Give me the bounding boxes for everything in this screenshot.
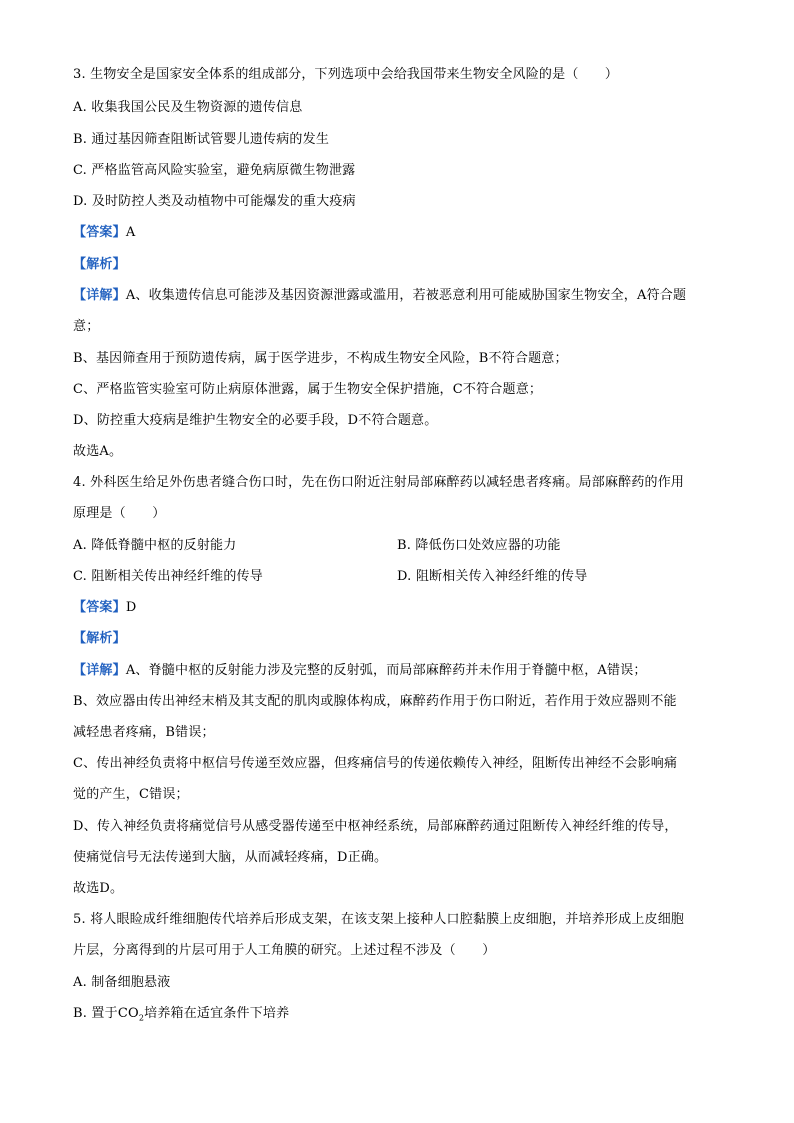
q3-analysis-label: 【解析】 xyxy=(73,257,126,272)
q4-answer-label: 【答案】 xyxy=(73,600,126,615)
q4-stem-line-1: 4. 外科医生给足外伤患者缝合伤口时，先在伤口附近注射局部麻醉药以减轻患者疼痛。局部麻醉药的作用 xyxy=(73,475,685,490)
q3-detail-line-3: B、基因筛查用于预防遗传病，属于医学进步，不构成生物安全风险，B不符合题意； xyxy=(73,351,568,366)
q5-option-b xyxy=(73,1005,289,1023)
q4-option-d: D. 阻断相关传入神经纤维的传导 xyxy=(397,569,588,584)
q4-detail-label: 【详解】 xyxy=(73,663,126,678)
q3-analysis xyxy=(73,256,126,274)
q3-detail-line-2: 意； xyxy=(73,319,100,334)
q3-detail-label: 【详解】 xyxy=(73,288,126,303)
q4-option-a: A. 降低脊髓中枢的反射能力 xyxy=(73,538,237,553)
q5-stem-line-2: 片层，分离得到的片层可用于人工角膜的研究。上述过程不涉及（ ） xyxy=(73,943,496,958)
q3-answer xyxy=(73,224,135,242)
q3-detail-line-1 xyxy=(73,287,686,305)
q5-option-a: A. 制备细胞悬液 xyxy=(73,975,171,990)
q4-answer xyxy=(73,599,136,617)
q5-option-b-prefix: B. 置于CO xyxy=(73,1006,139,1021)
q4-detail-line-6: D、传入神经负责将痛觉信号从感受器传递至中枢神经系统，局部麻醉药通过阻断传入神经纤维的传导， xyxy=(73,819,678,834)
q4-detail-line-2: B、效应器由传出神经末梢及其支配的肌肉或腺体构成，麻醉药作用于伤口附近，若作用于效应器则不能 xyxy=(73,694,677,709)
q3-detail-line-4: C、严格监管实验室可防止病原体泄露，属于生物安全保护措施，C不符合题意； xyxy=(73,382,543,397)
q4-conclusion: 故选D。 xyxy=(73,881,124,896)
q4-detail-line-5: 觉的产生，C错误； xyxy=(73,787,189,802)
q4-stem-line-2: 原理是（ ） xyxy=(73,506,166,521)
q3-option-a: A. 收集我国公民及生物资源的遗传信息 xyxy=(73,100,303,115)
q3-detail-line-5: D、防控重大疫病是维护生物安全的必要手段，D不符合题意。 xyxy=(73,413,438,428)
q4-option-c: C. 阻断相关传出神经纤维的传导 xyxy=(73,569,263,584)
q3-stem: 3. 生物安全是国家安全体系的组成部分，下列选项中会给我国带来生物安全风险的是（ ） xyxy=(73,67,619,82)
q4-analysis-label: 【解析】 xyxy=(73,631,126,646)
q4-detail-line-1 xyxy=(73,662,647,680)
q3-conclusion: 故选A。 xyxy=(73,444,123,459)
q4-detail-text-1: A、脊髓中枢的反射能力涉及完整的反射弧，而局部麻醉药并未作用于脊髓中枢，A错误； xyxy=(125,663,647,678)
q3-answer-label: 【答案】 xyxy=(73,225,126,240)
q4-detail-line-7: 使痛觉信号无法传递到大脑，从而减轻疼痛，D正确。 xyxy=(73,850,388,865)
q4-detail-line-3: 减轻患者疼痛，B错误； xyxy=(73,725,215,740)
q5-option-b-suffix: 培养箱在适宜条件下培养 xyxy=(144,1006,290,1021)
q3-option-b: B. 通过基因筛查阻断试管婴儿遗传病的发生 xyxy=(73,132,330,147)
q4-answer-value: D xyxy=(125,600,137,615)
q5-option-b-subscript: 2 xyxy=(138,1013,145,1023)
q5-stem-line-1: 5. 将人眼睑成纤维细胞传代培养后形成支架，在该支架上接种人口腔黏膜上皮细胞，并培养形成上皮细胞 xyxy=(73,912,685,927)
q4-detail-line-4: C、传出神经负责将中枢信号传递至效应器，但疼痛信号的传递依赖传入神经，阻断传出神经不会影响痛 xyxy=(73,756,678,771)
q3-answer-value: A xyxy=(125,225,136,240)
q3-detail-text-1: A、收集遗传信息可能涉及基因资源泄露或滥用，若被恶意利用可能威胁国家生物安全，A符合题 xyxy=(125,288,687,303)
q3-option-c: C. 严格监管高风险实验室，避免病原微生物泄露 xyxy=(73,163,356,178)
q3-option-d: D. 及时防控人类及动植物中可能爆发的重大疫病 xyxy=(73,194,356,209)
q4-analysis xyxy=(73,630,126,648)
q4-option-b: B. 降低伤口处效应器的功能 xyxy=(397,538,561,553)
